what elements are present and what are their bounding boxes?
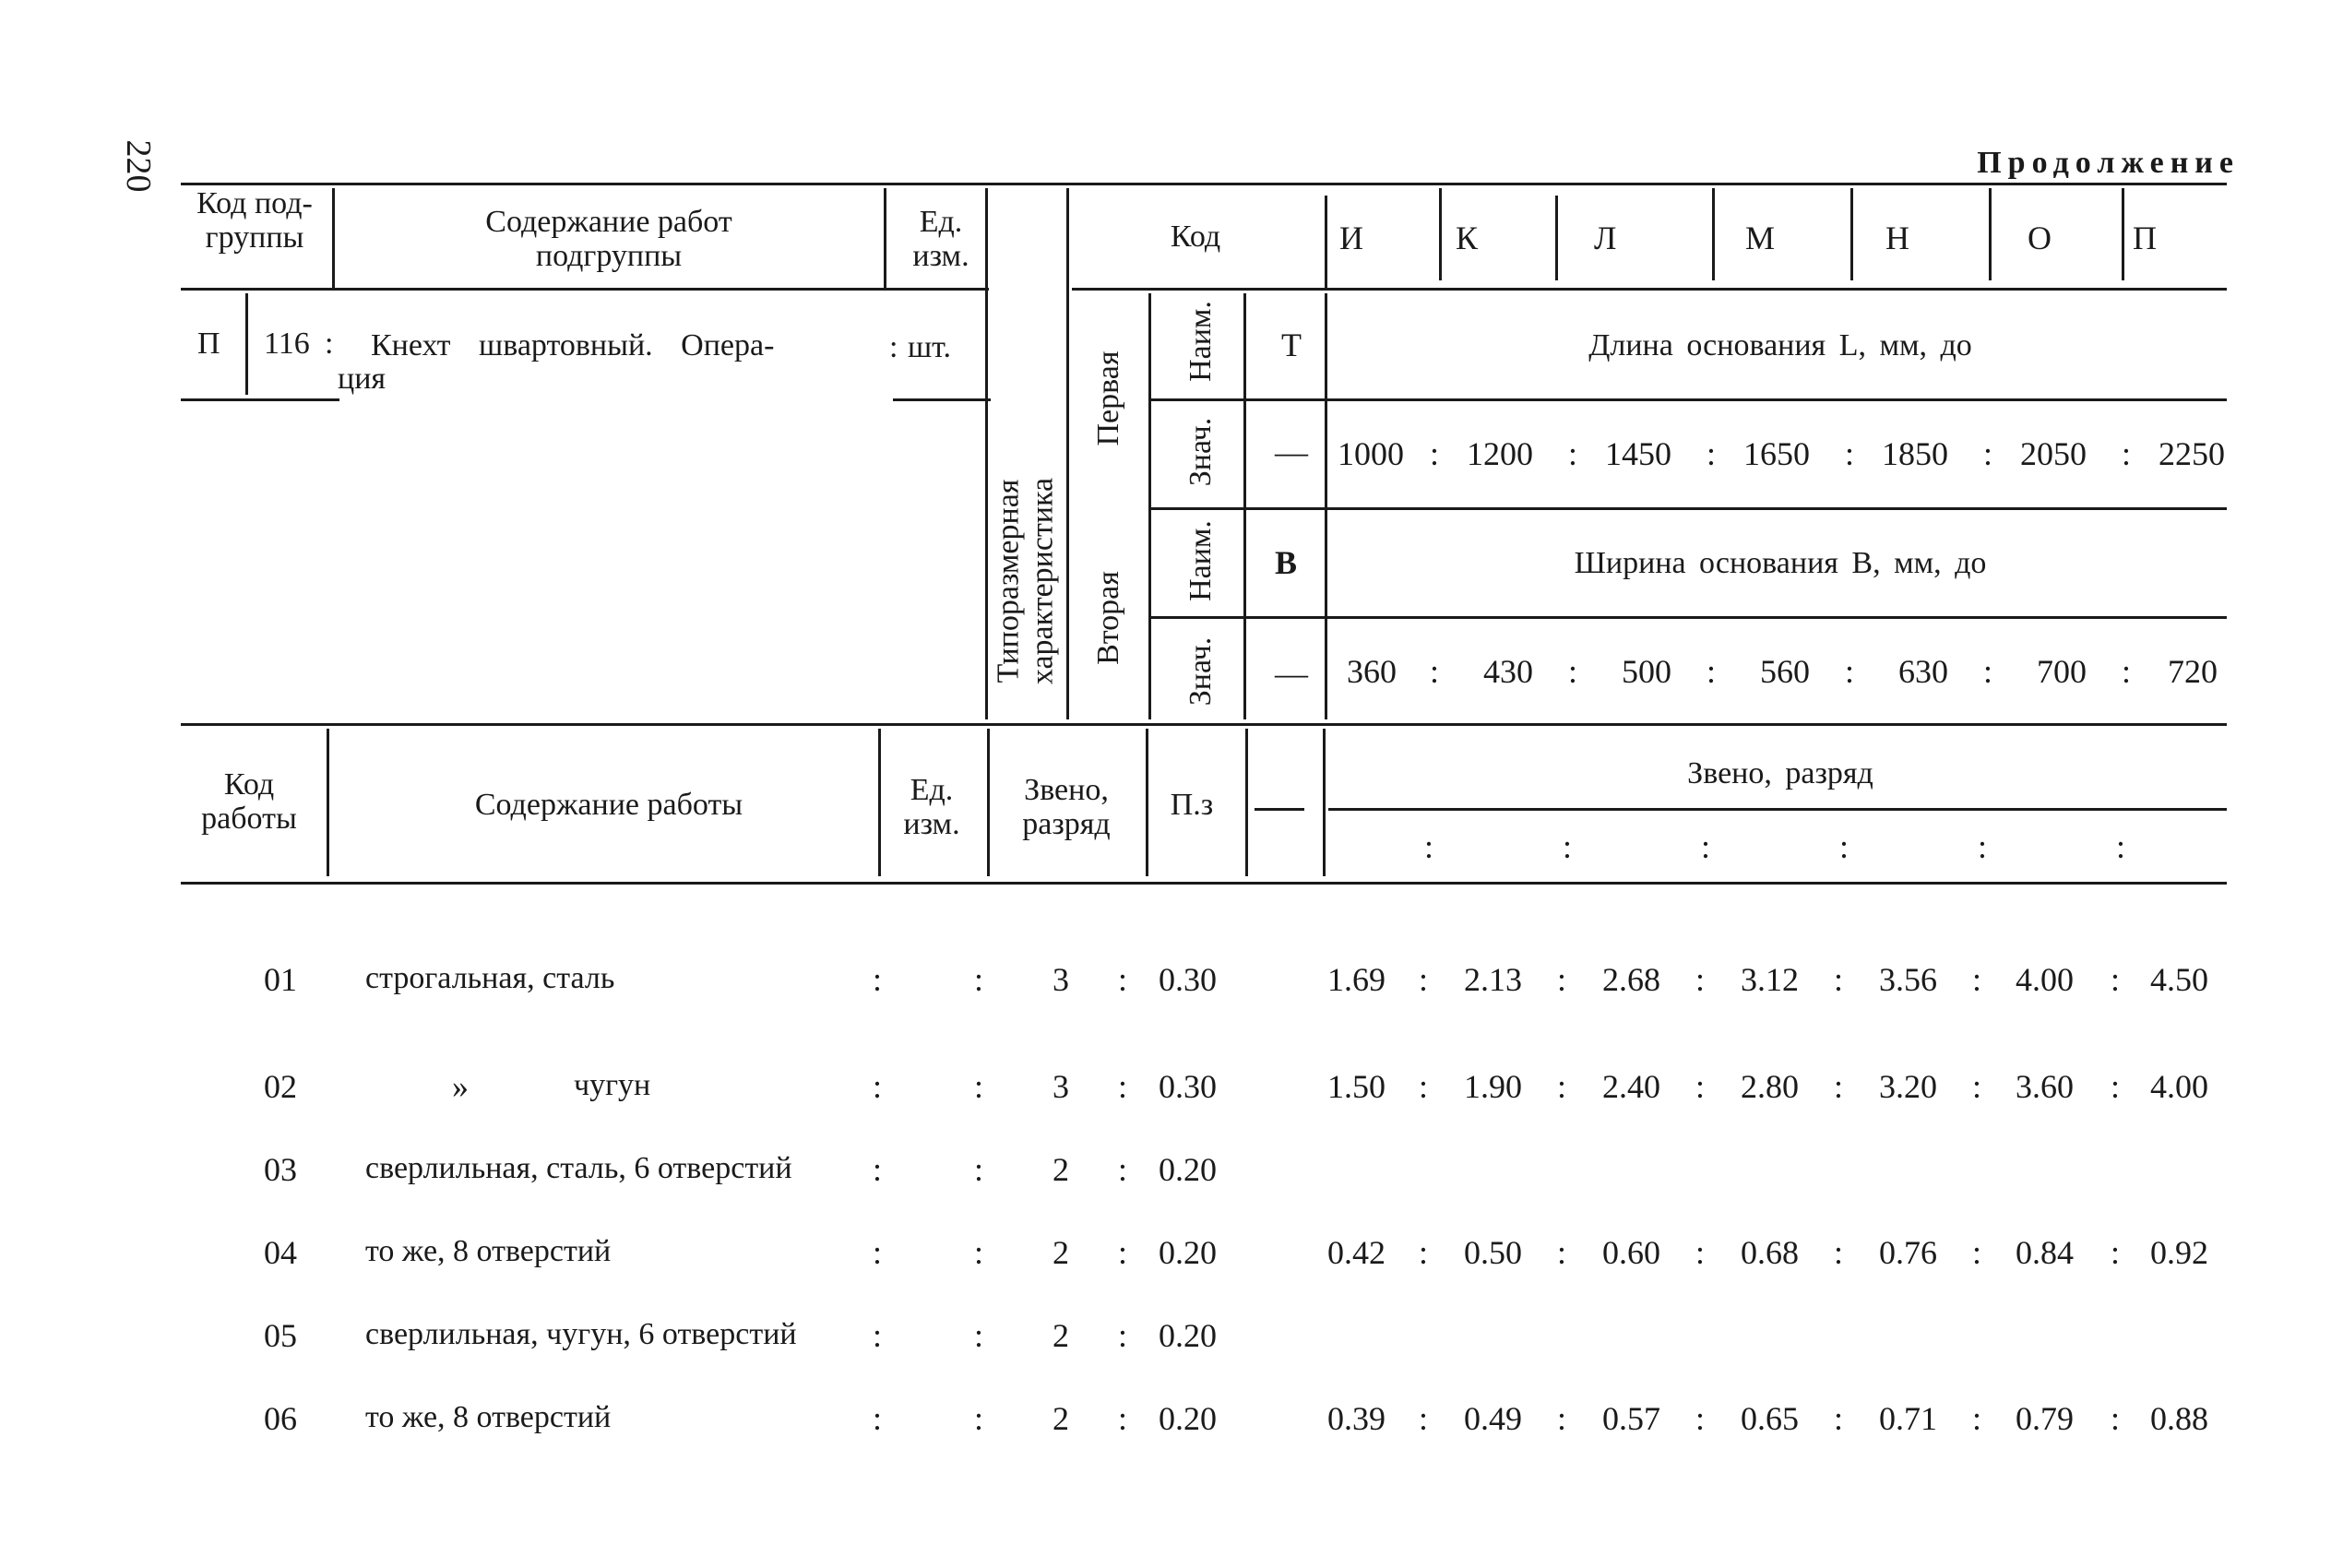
work-rank-sep-1: : [1424, 828, 1434, 865]
subgroup-name-line2: ция [338, 362, 387, 396]
row-crew: 2 [1053, 1317, 1069, 1354]
vline-work-code [327, 729, 329, 876]
row-sep: : [1834, 961, 1844, 998]
row-sep: : [2111, 961, 2121, 998]
row-value: 0.76 [1879, 1234, 1937, 1271]
row-sep: : [873, 961, 883, 998]
row-value: 0.92 [2150, 1234, 2208, 1271]
second-value-label: Знач. [1183, 636, 1218, 707]
row-sep: : [974, 1151, 984, 1188]
continuation-label: Продолжение [1977, 146, 2240, 180]
row-sep: : [1695, 1234, 1706, 1271]
row-text: сверлильная, сталь, 6 отверстий [365, 1151, 792, 1185]
first-value-sep-1: : [1430, 435, 1440, 472]
vline-l [1555, 196, 1558, 280]
row-text: чугун [574, 1068, 651, 1102]
second-code: В [1274, 544, 1298, 581]
first-value-sep-2: : [1568, 435, 1578, 472]
characteristics-bottom-rule [181, 723, 2227, 726]
row-sep: : [2111, 1068, 2121, 1105]
first-value-rule [1150, 507, 2227, 510]
first-value-sep-4: : [1845, 435, 1855, 472]
row-value: 0.42 [1327, 1234, 1386, 1271]
work-crew-rank-header: Звено, разряд [1687, 756, 1873, 790]
row-value: 2.13 [1464, 961, 1522, 998]
second-value-l: 500 [1622, 653, 1671, 690]
code-header-rule [1072, 288, 2227, 291]
row-crew: 3 [1053, 1068, 1069, 1105]
row-sep: : [1557, 961, 1567, 998]
subgroup-letter: П [197, 327, 220, 361]
vline-work-content [878, 729, 881, 876]
row-sep: : [1834, 1400, 1844, 1437]
row-code: 01 [264, 961, 297, 998]
work-rank-sep-3: : [1701, 828, 1711, 865]
row-value: 3.60 [2016, 1068, 2074, 1105]
subgroup-colon: : [325, 327, 334, 361]
vline-work-crew [1146, 729, 1148, 876]
work-header-bottom-rule [181, 882, 2227, 885]
second-characteristic-name: Ширина основания B, мм, до [1574, 546, 1987, 580]
row-sep: : [1972, 961, 1982, 998]
second-value-sep-1: : [1430, 653, 1440, 690]
second-name-rule [1150, 616, 2227, 619]
row-sep: : [1834, 1234, 1844, 1271]
vline-m [1712, 188, 1715, 280]
row-text: то же, 8 отверстий [365, 1400, 612, 1434]
row-value: 3.20 [1879, 1068, 1937, 1105]
vline-typo-right [1066, 188, 1069, 719]
code-header: Код [1170, 220, 1221, 254]
row-sep: : [873, 1317, 883, 1354]
second-value-n: 630 [1898, 653, 1948, 690]
row-value: 0.65 [1741, 1400, 1799, 1437]
row-sep: : [1118, 1151, 1128, 1188]
row-sep: : [1557, 1068, 1567, 1105]
row-sep: : [1118, 1400, 1128, 1437]
row-value: 0.68 [1741, 1234, 1799, 1271]
vline-subgroup-number [245, 293, 248, 395]
row-value: 1.90 [1464, 1068, 1522, 1105]
column-header-m: М [1745, 220, 1776, 256]
first-value-label: Знач. [1183, 417, 1218, 487]
vline-order [1148, 293, 1151, 719]
row-value: 2.80 [1741, 1068, 1799, 1105]
row-code: 03 [264, 1151, 297, 1188]
first-characteristic-name: Длина основания L, мм, до [1588, 328, 1972, 362]
first-value-p: 2250 [2159, 435, 2225, 472]
first-value-o: 2050 [2020, 435, 2087, 472]
vline-n [1850, 188, 1853, 280]
subgroup-number: 116 [264, 327, 310, 361]
vline-code-left [1325, 196, 1327, 288]
vline-o [1989, 188, 1992, 280]
subgroup-content-header: Содержание работ подгруппы [485, 205, 732, 274]
row-code: 04 [264, 1234, 297, 1271]
vline-content [884, 188, 886, 288]
row-value: 4.50 [2150, 961, 2208, 998]
vline-work-unit [987, 729, 990, 876]
second-value-sep-5: : [1983, 653, 1993, 690]
column-header-n: Н [1885, 220, 1909, 256]
row-value: 4.00 [2016, 961, 2074, 998]
row-value: 2.68 [1602, 961, 1660, 998]
row-sep: : [974, 961, 984, 998]
row-sep: : [974, 1068, 984, 1105]
work-code-header: Код работы [201, 767, 297, 837]
row-value: 4.00 [2150, 1068, 2208, 1105]
row-crew: 3 [1053, 961, 1069, 998]
vline-p [2122, 188, 2124, 280]
row-crew: 2 [1053, 1234, 1069, 1271]
row-pz: 0.30 [1159, 1068, 1217, 1105]
row-text: то же, 8 отверстий [365, 1234, 612, 1268]
column-header-p: П [2133, 220, 2157, 256]
unit-header: Ед. изм. [912, 205, 969, 274]
vline-k [1439, 188, 1442, 280]
work-rank-sep-4: : [1839, 828, 1849, 865]
work-rank-sep-2: : [1563, 828, 1573, 865]
row-value: 0.57 [1602, 1400, 1660, 1437]
second-value-sep-4: : [1845, 653, 1855, 690]
row-pz: 0.30 [1159, 961, 1217, 998]
table-top-rule [181, 183, 2227, 185]
row-value: 1.50 [1327, 1068, 1386, 1105]
row-value: 3.56 [1879, 961, 1937, 998]
work-content-header: Содержание работы [474, 788, 743, 822]
work-rank-sep-5: : [1978, 828, 1988, 865]
crew-rank-rule [1255, 808, 1304, 811]
row-sep: : [873, 1234, 883, 1271]
row-crew: 2 [1053, 1400, 1069, 1437]
vline-code-right [1325, 293, 1327, 719]
column-header-o: О [2028, 220, 2052, 256]
second-value-sep-2: : [1568, 653, 1578, 690]
subgroup-unit-rule [893, 398, 991, 401]
row-sep: : [974, 1400, 984, 1437]
work-crew-header: Звено, разряд [1022, 773, 1111, 842]
column-header-k: К [1456, 220, 1479, 256]
subgroup-left-rule [181, 398, 339, 401]
vline-subgroup-code [332, 188, 335, 288]
work-pz-header: П.з [1170, 788, 1214, 822]
row-sep: : [1972, 1234, 1982, 1271]
first-code: Т [1281, 327, 1302, 363]
second-value-sep-6: : [2122, 653, 2132, 690]
vline-name [1243, 293, 1246, 719]
second-value-o: 700 [2037, 653, 2087, 690]
second-value-m: 560 [1760, 653, 1810, 690]
first-value-sep-3: : [1707, 435, 1717, 472]
row-pz: 0.20 [1159, 1400, 1217, 1437]
first-value-sep-6: : [2122, 435, 2132, 472]
row-quote: » [452, 1068, 469, 1105]
row-sep: : [1419, 1234, 1429, 1271]
row-value: 0.50 [1464, 1234, 1522, 1271]
row-sep: : [974, 1234, 984, 1271]
row-text: сверлильная, чугун, 6 отверстий [365, 1317, 797, 1351]
row-code: 06 [264, 1400, 297, 1437]
row-sep: : [1695, 961, 1706, 998]
second-dash: — [1275, 655, 1308, 692]
vline-work-dash [1323, 729, 1326, 876]
first-name-rule [1150, 398, 2227, 401]
row-sep: : [1419, 1400, 1429, 1437]
vline-work-pz [1245, 729, 1248, 876]
second-value-sep-3: : [1707, 653, 1717, 690]
row-sep: : [873, 1400, 883, 1437]
row-value: 0.60 [1602, 1234, 1660, 1271]
subgroup-unit: шт. [908, 330, 951, 364]
row-value: 3.12 [1741, 961, 1799, 998]
first-value-m: 1650 [1743, 435, 1810, 472]
size-characteristic-label: Типоразмерная характеристика [991, 477, 1060, 685]
first-value-i: 1000 [1338, 435, 1404, 472]
row-crew: 2 [1053, 1151, 1069, 1188]
row-pz: 0.20 [1159, 1317, 1217, 1354]
work-unit-header: Ед. изм. [903, 773, 960, 842]
second-characteristic-label: Вторая [1091, 571, 1125, 665]
header-bottom-rule [181, 288, 989, 291]
row-code: 05 [264, 1317, 297, 1354]
row-value: 0.71 [1879, 1400, 1937, 1437]
first-value-l: 1450 [1605, 435, 1671, 472]
vline-typo-left [985, 188, 988, 719]
column-header-l: Л [1594, 220, 1617, 256]
work-rank-sep-6: : [2116, 828, 2126, 865]
second-value-k: 430 [1483, 653, 1533, 690]
row-sep: : [1695, 1400, 1706, 1437]
row-value: 0.49 [1464, 1400, 1522, 1437]
second-value-p: 720 [2168, 653, 2218, 690]
first-dash: — [1275, 434, 1308, 470]
row-value: 0.84 [2016, 1234, 2074, 1271]
row-value: 0.39 [1327, 1400, 1386, 1437]
row-sep: : [873, 1151, 883, 1188]
second-value-i: 360 [1347, 653, 1397, 690]
row-sep: : [1118, 1317, 1128, 1354]
row-sep: : [1834, 1068, 1844, 1105]
row-sep: : [2111, 1400, 2121, 1437]
crew-rank-rule-right [1328, 808, 2227, 811]
first-value-k: 1200 [1467, 435, 1533, 472]
row-sep: : [974, 1317, 984, 1354]
row-sep: : [1972, 1068, 1982, 1105]
page-number: 220 [119, 139, 158, 193]
row-sep: : [1419, 1068, 1429, 1105]
first-characteristic-label: Первая [1091, 350, 1125, 446]
row-sep: : [873, 1068, 883, 1105]
row-pz: 0.20 [1159, 1151, 1217, 1188]
row-code: 02 [264, 1068, 297, 1105]
subgroup-code-header: Код под- группы [196, 186, 313, 255]
row-sep: : [1557, 1400, 1567, 1437]
row-value: 1.69 [1327, 961, 1386, 998]
row-sep: : [1118, 961, 1128, 998]
row-value: 0.88 [2150, 1400, 2208, 1437]
first-value-sep-5: : [1983, 435, 1993, 472]
first-name-label: Наим. [1183, 301, 1218, 382]
row-value: 0.79 [2016, 1400, 2074, 1437]
row-sep: : [1419, 961, 1429, 998]
row-sep: : [1557, 1234, 1567, 1271]
second-name-label: Наим. [1183, 520, 1218, 601]
row-pz: 0.20 [1159, 1234, 1217, 1271]
row-sep: : [2111, 1234, 2121, 1271]
subgroup-unit-colon: : [889, 330, 898, 364]
first-value-n: 1850 [1882, 435, 1948, 472]
row-sep: : [1695, 1068, 1706, 1105]
row-sep: : [1972, 1400, 1982, 1437]
subgroup-name-line1: Кнехт швартовный. Опера- [371, 328, 775, 362]
row-text: строгальная, сталь [365, 961, 615, 995]
row-sep: : [1118, 1068, 1128, 1105]
row-value: 2.40 [1602, 1068, 1660, 1105]
column-header-i: И [1339, 220, 1363, 256]
row-sep: : [1118, 1234, 1128, 1271]
